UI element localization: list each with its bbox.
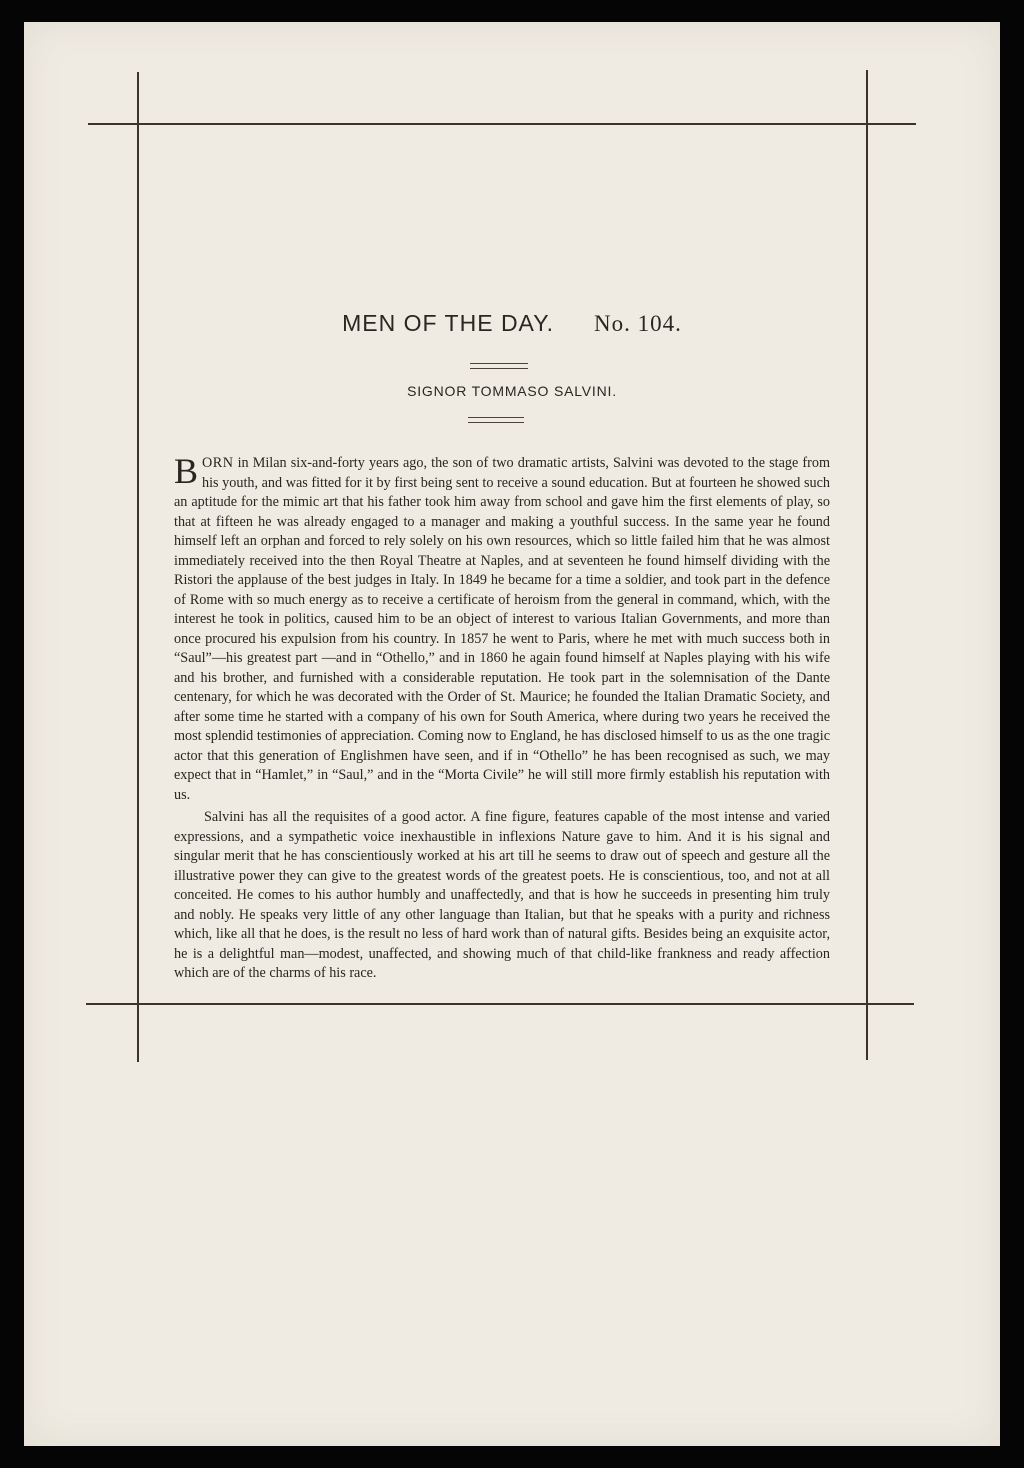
- ornament-rule-top: [470, 363, 528, 369]
- page-title: [24, 310, 1000, 337]
- paragraph-1: [174, 451, 830, 805]
- bottom-border-rule: [86, 1003, 914, 1005]
- article-body: [174, 451, 830, 984]
- drop-cap: B: [174, 451, 199, 491]
- right-border-rule: [866, 70, 868, 1060]
- article-subtitle: SIGNOR TOMMASO SALVINI.: [407, 383, 617, 399]
- left-border-rule: [137, 72, 139, 1062]
- ornament-rule-bottom: [468, 417, 524, 423]
- issue-number: No. 104.: [593, 311, 682, 336]
- title-text: MEN OF THE DAY.: [342, 310, 554, 336]
- page-sheet: [24, 22, 1000, 1446]
- paragraph-1-text: in Milan six-and-forty years ago, the son of two dramatic artists, Salvini was devoted to the stage from his youth, and was fitted for it by first being sent to receive a sound education. But at fourteen he showed such an aptitude for the mimic art that his father took him away from school and gave him the first elements of play, so that at fifteen he was already engaged to a manager and making a youthful success. In the same year he found himself left an orphan and forced to rely solely on his own resources, which so little failed him that he was almost immediately received into the then Royal Theatre at Naples, and at seventeen he found himself dividing with the Ristori the applause of the best judges in Italy. In 1849 he became for a time a soldier, and took part in the defence of Rome with so much energy as to receive a certificate of heroism from the general in command, which, with the interest he took in politics, caused him to be an object of interest to various Italian Governments, and more than once procured his expulsion from his country. In 1857 he went to Paris, where he met with much success both in “Saul”—his greatest part —and in “Othello,” and in 1860 he again found himself at Naples playing with his wife and his brother, and furnished with a considerable reputation. He took part in the solemnisation of the Dante centenary, for which he was decorated with the Order of St. Maurice; he founded the Italian Dramatic Society, and after some time he started with a company of his own for South America, where during two years he received the most splendid testimonies of appreciation. Coming now to England, he has disclosed himself to us as the one tragic actor that this generation of Englishmen have seen, and if in “Othello” he has been recognised as such, we may expect that in “Hamlet,” in “Saul,” and in the “Morta Civile” he will still more firmly establish his reputation with us.: [174, 455, 830, 803]
- first-word-rest: ORN: [202, 455, 234, 471]
- paragraph-2: Salvini has all the requisites of a good actor. A fine figure, features capable of the most intense and varied expressions, and a sympathetic voice inexhaustible in inflexions Nature gave to him. And it is his signal and singular merit that he has conscientiously worked at his art till he seems to draw out of speech and gesture all the illustrative power they can give to the greatest words of the greatest poets. He is conscientious, too, and not at all conceited. He comes to his author humbly and unaffectedly, and that is how he succeeds in presenting him truly and nobly. He speaks very little of any other language than Italian, but that he speaks with a purity and richness which, like all that he does, is the result no less of hard work than of natural gifts. Besides being an exquisite actor, he is a delightful man—modest, unaffected, and showing much of that child-like frankness and ready affection which are of the charms of his race.: [174, 809, 830, 981]
- top-border-rule: [88, 123, 916, 125]
